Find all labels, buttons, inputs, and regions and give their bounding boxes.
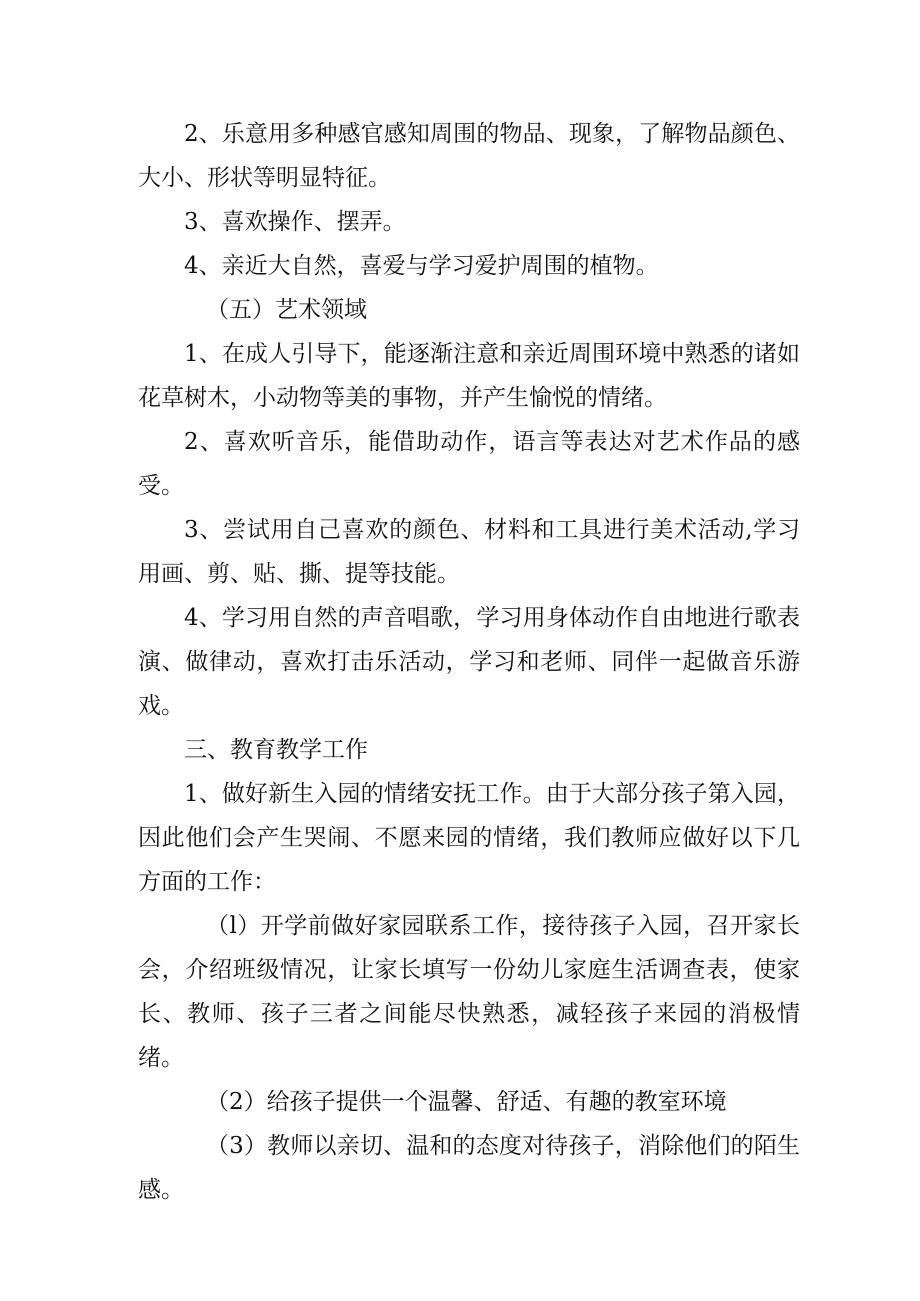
document-body bbox=[138, 112, 800, 1212]
section-heading-teaching: 三、教育教学工作 bbox=[184, 737, 368, 763]
paragraph-subitem-3: （3）教师以亲切、温和的态度对待孩子，消除他们的陌生感。 bbox=[138, 1133, 800, 1203]
section-heading-art: （五）艺术领域 bbox=[206, 297, 367, 323]
paragraph-art-goal-3: 3、尝试用自己喜欢的颜色、材料和工具进行美术活动,学习用画、剪、贴、撕、提等技能。 bbox=[138, 517, 800, 587]
paragraph-art-goal-4: 4、学习用自然的声音唱歌，学习用身体动作自由地进行歌表演、做律动，喜欢打击乐活动，学习和老师、同伴一起做音乐游戏。 bbox=[138, 605, 800, 719]
paragraph-science-goal-3: 3、喜欢操作、摆弄。 bbox=[184, 209, 406, 235]
paragraph-teaching-item-1: 1、做好新生入园的情绪安抚工作。由于大部分孩子第入园，因此他们会产生哭闹、不愿来园的情绪，我们教师应做好以下几方面的工作： bbox=[138, 781, 800, 895]
paragraph-science-goal-2: 2、乐意用多种感官感知周围的物品、现象，了解物品颜色、大小、形状等明显特征。 bbox=[138, 121, 800, 191]
paragraph-art-goal-1: 1、在成人引导下，能逐渐注意和亲近周围环境中熟悉的诸如花草树木，小动物等美的事物，并产生愉悦的情绪。 bbox=[138, 341, 800, 411]
paragraph-science-goal-4: 4、亲近大自然，喜爱与学习爱护周围的植物。 bbox=[184, 253, 659, 279]
paragraph-subitem-1: （l）开学前做好家园联系工作，接待孩子入园，召开家长会，介绍班级情况，让家长填写一份幼儿家庭生活调查表，使家长、教师、孩子三者之间能尽快熟悉，减轻孩子来园的消极情绪。 bbox=[138, 913, 800, 1071]
paragraph-art-goal-2: 2、喜欢听音乐，能借助动作，语言等表达对艺术作品的感受。 bbox=[138, 429, 800, 499]
paragraph-subitem-2: （2）给孩子提供一个温馨、舒适、有趣的教室环境 bbox=[206, 1089, 727, 1115]
